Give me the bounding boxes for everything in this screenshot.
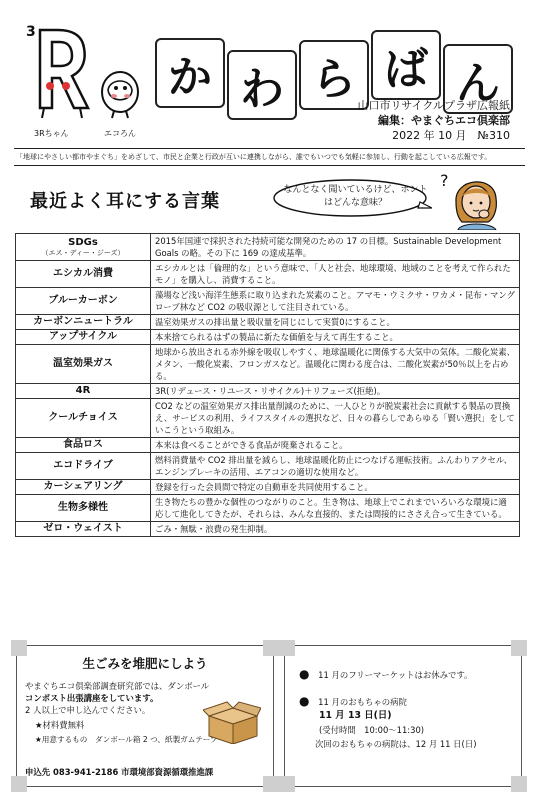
title-char-2: わ — [227, 50, 297, 120]
glossary-term: 4R — [75, 385, 91, 396]
glossary-term: 温室効果ガス — [53, 358, 113, 369]
glossary-row — [16, 480, 520, 495]
glossary-row — [16, 288, 520, 315]
hospital-title-row — [299, 695, 521, 708]
compost-contact: 申込先 083-941-2186 市環境部資源循環推進課 — [25, 767, 214, 777]
glossary-term: エコドライブ — [53, 460, 113, 471]
glossary-term: ゼロ・ウェイスト — [43, 523, 123, 534]
glossary-description: ごみ・無駄・浪費の発生抑制。 — [151, 522, 520, 537]
glossary-row — [16, 399, 520, 438]
glossary-description: 本来捨てられるはずの製品に新たな価値を与えて再生すること。 — [151, 330, 520, 345]
glossary-term: SDGs — [68, 236, 98, 248]
glossary-term-cell — [16, 345, 151, 384]
glossary-term-cell — [16, 438, 151, 453]
cardboard-box-icon — [203, 700, 261, 744]
glossary-term-cell — [16, 261, 151, 288]
glossary-row — [16, 495, 520, 522]
hospital-next: 次回のおもちゃの病院は、12 月 11 日(日) — [315, 739, 477, 749]
glossary-reading: （エス・ディー・ジーズ） — [41, 248, 125, 257]
svg-text:?: ? — [440, 171, 449, 190]
glossary-term-cell — [16, 384, 151, 399]
glossary-description: 生き物たちの豊かな個性のつながりのこと。生き物は、地球上でこれまでいろいろな環境に適応して進化してきたが、それらは、みんな直接的、または間接的にささえ合って生きている。 — [151, 495, 520, 522]
glossary-row — [16, 330, 520, 345]
glossary-row — [16, 384, 520, 399]
glossary-term-cell — [16, 399, 151, 438]
tape-corner — [511, 776, 527, 792]
glossary-row — [16, 345, 520, 384]
hospital-title: 11 月のおもちゃの病院 — [318, 697, 407, 707]
title-char-4: ば — [371, 30, 441, 100]
bullet-icon: ● — [299, 667, 310, 681]
glossary-term-cell — [16, 480, 151, 495]
hospital-date: 11 月 13 日(日) — [319, 710, 392, 721]
glossary-row — [16, 315, 520, 330]
glossary-description: 本来は食べることができる食品が廃棄されること。 — [151, 438, 520, 453]
editor: 編集：やまぐちエコ倶楽部 — [378, 114, 510, 127]
glossary-term-cell — [16, 453, 151, 480]
org-name: 山口市リサイクルプラザ広報紙 — [357, 99, 510, 112]
tape-corner — [279, 776, 295, 792]
glossary-term-cell — [16, 234, 151, 261]
glossary-term-cell — [16, 522, 151, 537]
glossary-row — [16, 234, 520, 261]
newsletter-info — [300, 98, 510, 143]
compost-line-1: やまぐちエコ倶楽部調査研究部では、ダンボール — [25, 681, 210, 691]
title-char-1: か — [155, 38, 225, 108]
compost-line-3: 2 人以上で申し込んでください。 — [25, 705, 151, 715]
svg-text:3: 3 — [26, 24, 36, 40]
mascot-r-label: 3Rちゃん — [34, 129, 69, 138]
glossary-term: ブルーカーボン — [48, 295, 118, 306]
tape-corner — [11, 640, 27, 656]
glossary-description: 3R(リデュース・リユース・リサイクル)＋リフューズ(拒絶)。 — [151, 384, 520, 399]
glossary-term: カーボンニュートラル — [33, 316, 133, 327]
hospital-time: (受付時間 10:00～11:30) — [319, 725, 425, 735]
compost-line-2: コンポスト出張講座をしています。 — [25, 693, 159, 703]
slogan: 「地球にやさしい都市やまぐち」をめざして、市民と企業と行政が互いに連携しながら、誰でもいつでも気軽に参加し、行動を起こしている広報です。 — [14, 148, 525, 166]
market-text: 11 月のフリーマーケットはお休みです。 — [318, 670, 473, 680]
tape-corner — [511, 640, 527, 656]
glossary-term-cell — [16, 315, 151, 330]
thinking-woman-illustration — [438, 168, 510, 230]
mascot-3r-chan — [22, 20, 102, 125]
glossary-description: 登録を行った会員間で特定の自動車を共同使用すること。 — [151, 480, 520, 495]
tape-corner — [279, 640, 295, 656]
glossary-term-cell — [16, 495, 151, 522]
compost-item-1: ★材料費無料 — [35, 720, 85, 730]
tape-corner — [263, 640, 279, 656]
glossary-term: カーシェアリング — [43, 481, 123, 492]
glossary-row — [16, 261, 520, 288]
glossary-term-cell — [16, 330, 151, 345]
compost-item-2: ★用意するもの ダンボール箱 2 つ、紙製ガムテープ — [35, 735, 218, 744]
events-notice — [284, 645, 522, 787]
glossary-table — [15, 233, 520, 537]
bullet-icon: ● — [299, 694, 310, 708]
compost-notice — [16, 645, 274, 787]
mascot-ecoron — [96, 68, 144, 120]
glossary-term: エシカル消費 — [53, 268, 113, 279]
title-char-3: ら — [299, 40, 369, 110]
title-char-5: ん — [443, 44, 513, 114]
glossary-description: CO2 などの温室効果ガス排出量削減のために、一人ひとりが脱炭素社会に貢献する製品の買換え、サービスの利用、ライフスタイルの選択など、日々の暮らしであらゆる「賢い選択」をしていこうという取組み。 — [151, 399, 520, 438]
glossary-description: 温室効果ガスの排出量と吸収量を同じにして実質0にすること。 — [151, 315, 520, 330]
bubble-text: なんとなく聞いているけど、ホントはどんな意味？ — [283, 185, 428, 208]
glossary-description: エシカルとは「倫理的な」という意味で、「人と社会、地球環境、地域のことを考えて作られたモノ」を購入し、消費すること。 — [151, 261, 520, 288]
glossary-row — [16, 453, 520, 480]
tape-corner — [11, 776, 27, 792]
issue-number: 2022 年 10 月 №310 — [392, 129, 510, 142]
mascot-e-label: エコろん — [104, 129, 136, 138]
glossary-description: 藻場など浅い海洋生態系に取り込まれた炭素のこと。アマモ・ウミクサ・ワカメ・昆布・マングローブ林など CO2 の吸収源として注目されている。 — [151, 288, 520, 315]
glossary-row — [16, 438, 520, 453]
compost-title: 生ごみを堆肥にしよう — [82, 656, 208, 671]
glossary-term: 食品ロス — [63, 439, 103, 450]
tape-corner — [263, 776, 279, 792]
glossary-row — [16, 522, 520, 537]
glossary-description: 2015年国連で採択された持続可能な開発のための 17 の目標。Sustainable Development Goals の略。その下に 169 の達成基準。 — [151, 234, 520, 261]
glossary-description: 地球から放出される赤外線を吸収しやすく、地球温暖化に関係する大気中の気体。二酸化炭素、メタン、一酸化炭素、フロンガスなど。温暖化に関わる度合は、二酸化炭素が50％以上を占める。 — [151, 345, 520, 384]
glossary-term: アップサイクル — [48, 331, 118, 342]
glossary-description: 燃料消費量や CO2 排出量を減らし、地球温暖化防止につなげる運転技術。ふんわりアクセル、エンジンブレーキの活用、エアコンの適切な使用など。 — [151, 453, 520, 480]
market-notice — [299, 668, 521, 681]
glossary-term: 生物多様性 — [58, 502, 108, 513]
glossary-term-cell — [16, 288, 151, 315]
section-title: 最近よく耳にする言葉 — [30, 191, 220, 212]
glossary-term: クールチョイス — [48, 412, 118, 423]
